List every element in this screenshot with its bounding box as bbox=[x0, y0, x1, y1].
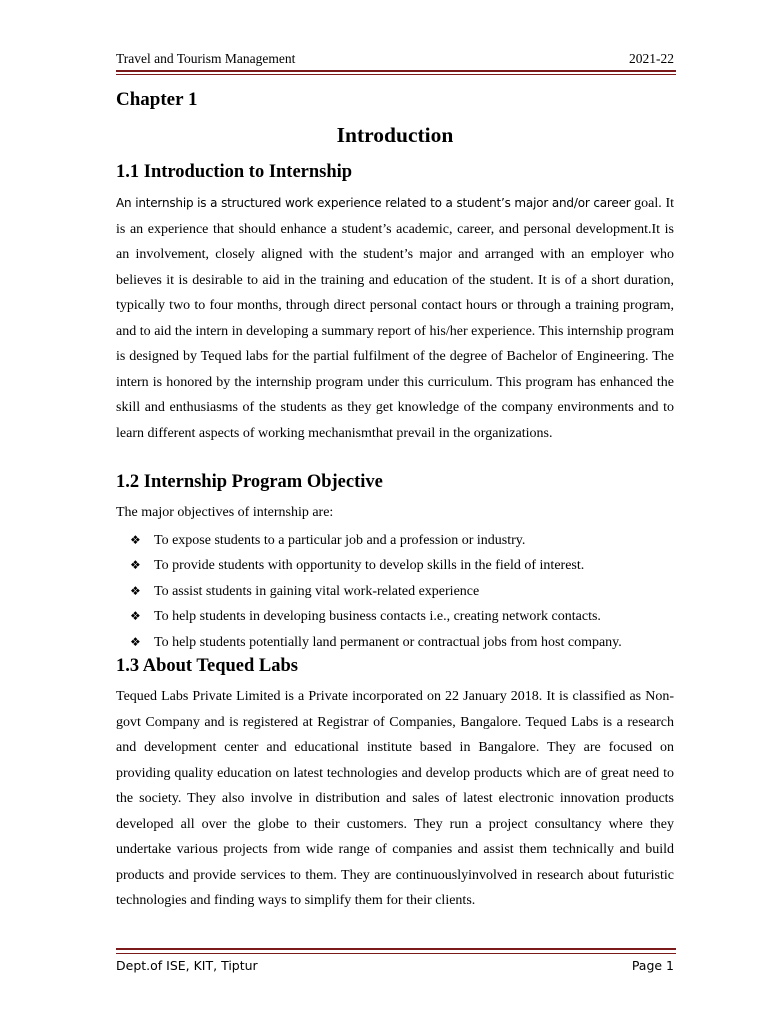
header-rule-thick bbox=[116, 70, 676, 72]
diamond-bullet-icon: ❖ bbox=[130, 558, 141, 573]
section-3-paragraph: Tequed Labs Private Limited is a Private incorporated on 22 January 2018. It is classified as Non-govt Company and is registered at Registrar of Companies, Bangalore. Tequed Labs is a research and development center and educational institute based in Bangalore. They are focused on providing quality education on latest technologies and develop products which are of great need to the society. They also involve in distribution and sales of latest electronic innovation products developed all over the globe to their customers. They run a project consultancy where they undertake various projects from wide range of companies and assist them technically and build products and provide services to them. They are continuouslyinvolved in research about futuristic technologies and finding ways to simplify them for their clients. bbox=[116, 689, 674, 908]
list-item: ❖ To help students potentially land permanent or contractual jobs from host company. bbox=[130, 630, 622, 655]
footer-page-number: Page 1 bbox=[631, 958, 674, 973]
section-1-body-text: goal. It is an experience that should enhance a student’s academic, career, and personal development.It is an involvement, closely aligned with the student’s major and arranged with an employer who believes it is desirable to aid in the training and education of the student. It is of a short duration, typically two to four months, through direct personal contact hours or through a training program, and to aid the intern in developing a summary report of his/her experience. This internship program is designed by Tequed labs for the partial fulfilment of the degree of Bachelor of Engineering. The intern is honored by the internship program under this curriculum. This program has enhanced the skill and enthusiasms of the students as they get knowledge of the company environments and to learn different aspects of working mechanismthat prevail in the organizations. bbox=[116, 196, 674, 441]
list-item: ❖ To provide students with opportunity to develop skills in the field of interest. bbox=[130, 553, 622, 578]
diamond-bullet-icon: ❖ bbox=[130, 634, 141, 649]
page-header bbox=[116, 51, 674, 67]
header-year: 2021-22 bbox=[629, 51, 674, 66]
section-1-lead-text: An internship is a structured work experience related to a student’s major and/or career bbox=[116, 196, 631, 210]
header-title: Travel and Tourism Management bbox=[116, 51, 296, 66]
header-rule-thin bbox=[116, 74, 676, 75]
objectives-intro: The major objectives of internship are: bbox=[116, 505, 334, 520]
objectives-list bbox=[130, 528, 622, 655]
section-1-heading: 1.1 Introduction to Internship bbox=[116, 162, 353, 182]
section-3-heading: 1.3 About Tequed Labs bbox=[116, 656, 299, 676]
footer-department: Dept.of ISE, KIT, Tiptur bbox=[116, 958, 258, 973]
footer-rule-thin bbox=[116, 953, 676, 954]
footer-rule-thick bbox=[116, 948, 676, 950]
list-item: ❖ To assist students in gaining vital work-related experience bbox=[130, 579, 622, 604]
list-item: ❖ To expose students to a particular job and a profession or industry. bbox=[130, 528, 622, 553]
diamond-bullet-icon: ❖ bbox=[130, 609, 141, 624]
diamond-bullet-icon: ❖ bbox=[130, 533, 141, 547]
page-title: Introduction bbox=[336, 123, 454, 147]
section-2-heading: 1.2 Internship Program Objective bbox=[116, 472, 383, 492]
list-item: ❖ To help students in developing business contacts i.e., creating network contacts. bbox=[130, 604, 622, 629]
chapter-label: Chapter 1 bbox=[116, 89, 198, 110]
section-1-paragraph bbox=[116, 191, 674, 446]
diamond-bullet-icon: ❖ bbox=[130, 583, 141, 598]
